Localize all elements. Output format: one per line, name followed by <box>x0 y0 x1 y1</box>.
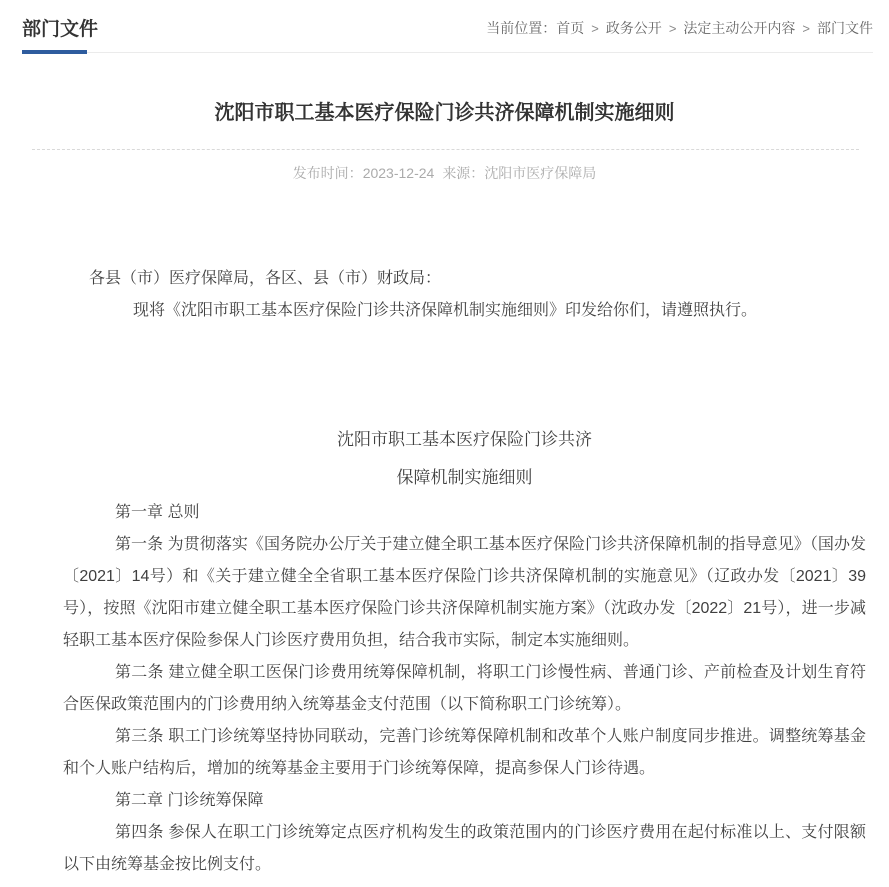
body-paragraph-article3: 第三条 职工门诊统筹坚持协同联动，完善门诊统筹保障机制和改革个人账户制度同步推进。调整统筹基金和个人账户结构后，增加的统筹基金主要用于门诊统筹保障，提高参保人门诊待遇。 <box>63 728 866 777</box>
breadcrumb-separator: > <box>802 21 810 36</box>
breadcrumb <box>486 18 873 42</box>
document-subtitle-line1: 沈阳市职工基本医疗保险门诊共济 <box>337 430 592 449</box>
page-header <box>22 0 873 53</box>
article-content <box>0 99 889 881</box>
publish-date-value: 2023-12-24 <box>362 165 435 181</box>
breadcrumb-item-home[interactable]: 首页 <box>556 20 585 36</box>
breadcrumb-separator: > <box>591 21 599 36</box>
breadcrumb-item-gov-affairs[interactable]: 政务公开 <box>605 20 662 36</box>
publish-date-label: 发布时间： <box>292 165 363 181</box>
breadcrumb-item-statutory-disclosure[interactable]: 法定主动公开内容 <box>683 20 796 36</box>
document-subtitle-line2: 保障机制实施细则 <box>396 468 533 487</box>
breadcrumb-item-current: 部门文件 <box>817 20 873 36</box>
source-value: 沈阳市医疗保障局 <box>484 165 597 181</box>
body-paragraph-article1: 第一条 为贯彻落实《国务院办公厅关于建立健全职工基本医疗保险门诊共济保障机制的指导意见》（国办发〔2021〕14号）和《关于建立健全全省职工基本医疗保险门诊共济保障机制的实施意见》（辽政办发〔2021〕39号），按照《沈阳市建立健全职工基本医疗保险门诊共济保障机制实施方案》（沈政办发〔2022〕21号），进一步减轻职工基本医疗保险参保人门诊医疗费用负担，结合我市实际，制定本实施细则。 <box>63 536 866 649</box>
body-paragraph-article2: 第二条 建立健全职工医保门诊费用统筹保障机制，将职工门诊慢性病、普通门诊、产前检查及计划生育符合医保政策范围内的门诊费用纳入统筹基金支付范围（以下简称职工门诊统筹）。 <box>63 664 866 713</box>
document-title: 沈阳市职工基本医疗保险门诊共济保障机制实施细则 <box>214 102 675 124</box>
breadcrumb-separator: > <box>668 21 677 36</box>
header-row <box>22 18 873 53</box>
section-tab-department-documents[interactable]: 部门文件 <box>22 19 99 40</box>
publish-info <box>0 163 889 183</box>
body-paragraph-notify: 现将《沈阳市职工基本医疗保险门诊共济保障机制实施细则》印发给你们，请遵照执行。 <box>133 302 758 319</box>
body-paragraph-chapter1: 第一章 总则 <box>115 504 200 521</box>
document-body <box>63 263 866 881</box>
body-paragraph-greeting: 各县（市）医疗保障局，各区、县（市）财政局： <box>89 270 442 287</box>
source-label: 来源： <box>442 165 485 181</box>
dashed-divider <box>32 149 859 150</box>
body-paragraph-chapter2: 第二章 门诊统筹保障 <box>115 792 264 809</box>
active-tab-underline <box>22 50 87 54</box>
body-paragraph-article4: 第四条 参保人在职工门诊统筹定点医疗机构发生的政策范围内的门诊医疗费用在起付标准以上、支付限额以下由统筹基金按比例支付。 <box>63 824 866 873</box>
breadcrumb-label: 当前位置： <box>486 20 557 36</box>
